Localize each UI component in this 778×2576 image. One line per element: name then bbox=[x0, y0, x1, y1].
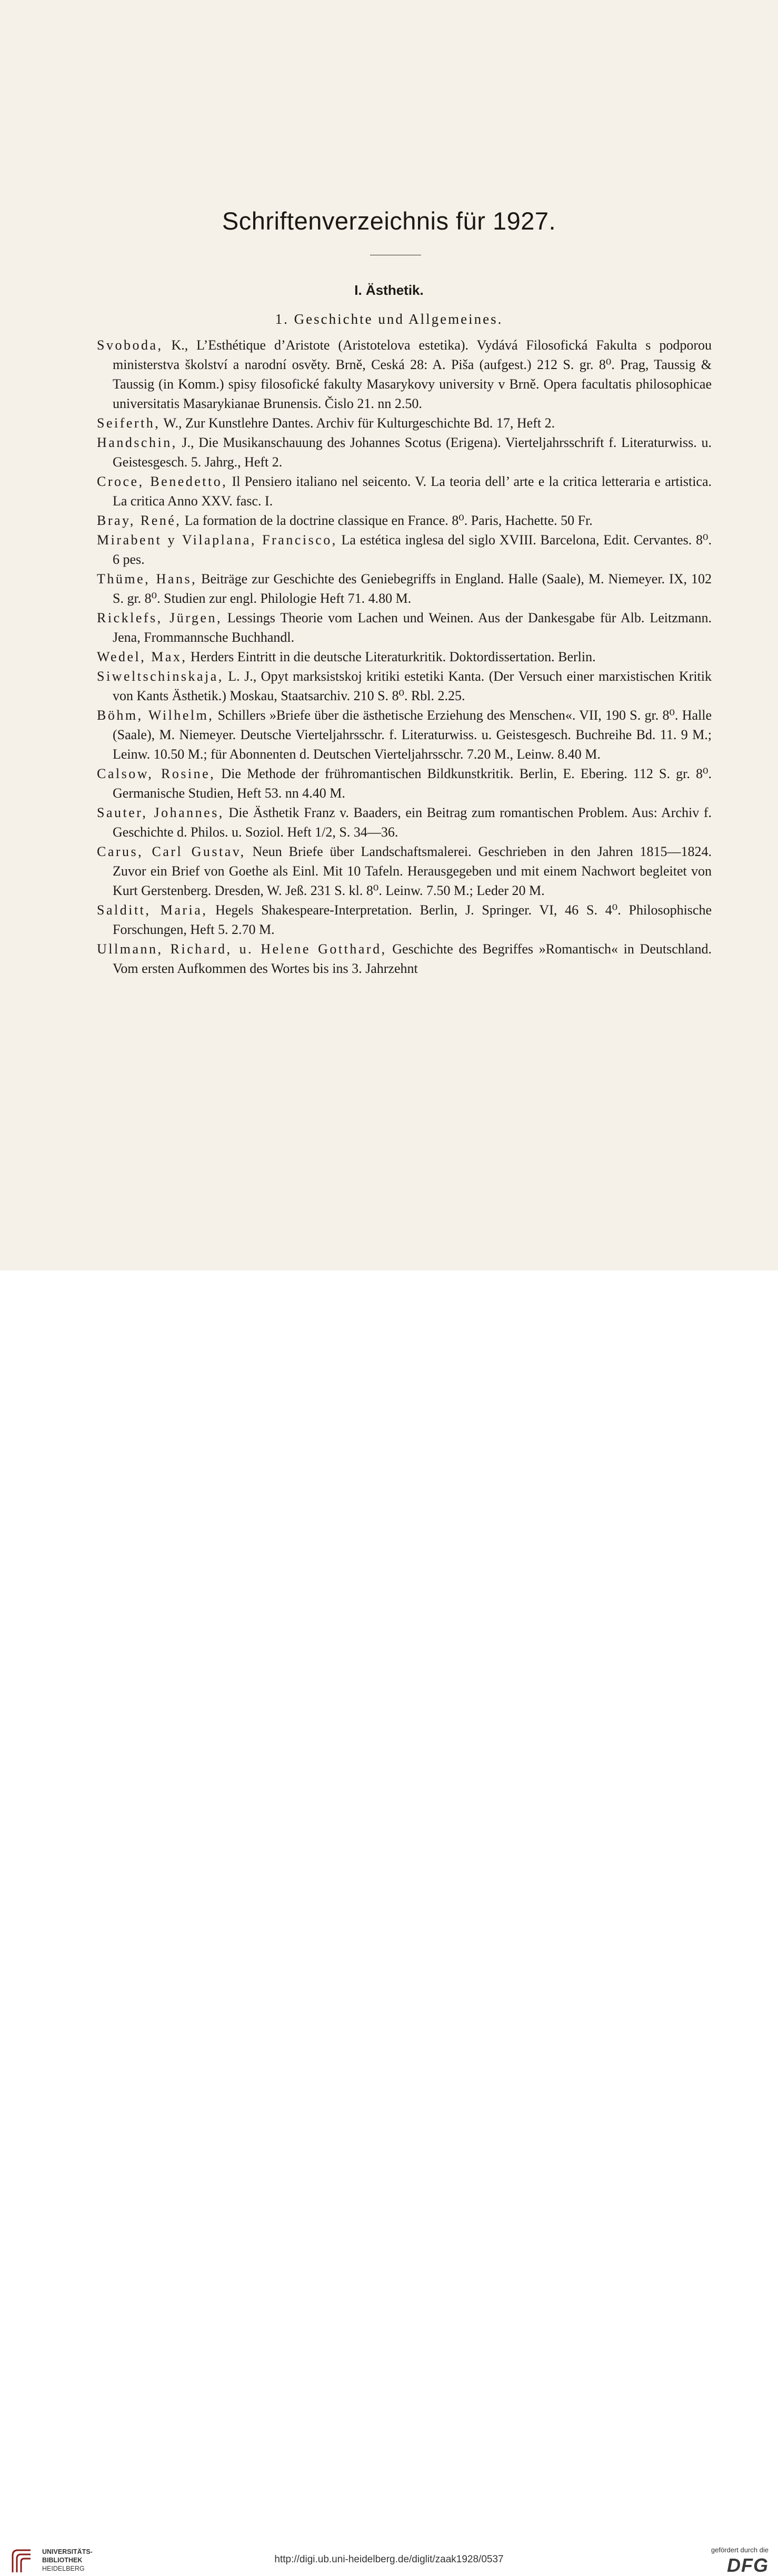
entry-author: Salditt, Maria, bbox=[97, 902, 208, 918]
entry-author: Bray, René, bbox=[97, 513, 182, 528]
page-title: Schriftenverzeichnis für 1927. bbox=[222, 207, 556, 235]
bibliography-entry bbox=[97, 530, 712, 569]
dfg-logo: DFG bbox=[727, 2554, 769, 2576]
entry-author: Handschin, bbox=[97, 435, 177, 450]
subsection-heading: 1. Geschichte und Allgemeines. bbox=[275, 311, 503, 327]
bibliography-entry bbox=[97, 608, 712, 647]
entry-author: Seiferth, bbox=[97, 415, 161, 431]
entry-author: Svoboda, bbox=[97, 337, 163, 353]
bibliography-entry bbox=[97, 647, 712, 667]
entry-text: Die Methode der frühromantischen Bildkunstkritik. Berlin, E. Ebering. 112 S. gr. 8⁰. Germanische Studien, Heft 53. nn 4.40 M. bbox=[113, 766, 712, 801]
library-name-line: UNIVERSITÄTS- bbox=[42, 2548, 93, 2555]
entry-text: Neun Briefe über Landschaftsmalerei. Geschrieben in den Jahren 1815—1824. Zuvor ein Brief von Goethe als Einl. Mit 10 Tafeln. Herausgegeben und mit einem Nachwort begleitet von Kurt Gerstenberg. Dresden, W. Jeß. 231 S. kl. 8⁰. Leinw. 7.50 M.; Leder 20 M. bbox=[113, 844, 712, 898]
entry-text: Herders Eintritt in die deutsche Literaturkritik. Doktordissertation. Berlin. bbox=[187, 649, 596, 664]
entry-author: Siweltschinskaja, bbox=[97, 669, 224, 684]
entry-author: Sauter, Johannes, bbox=[97, 805, 224, 820]
bibliography-entry bbox=[97, 511, 712, 530]
entry-author: Thüme, Hans, bbox=[97, 571, 197, 586]
permalink-url[interactable]: http://digi.ub.uni-heidelberg.de/diglit/zaak1928/0537 bbox=[274, 2554, 504, 2565]
bibliography-entry bbox=[97, 569, 712, 608]
entry-author: Mirabent y Vilaplana, Francisco, bbox=[97, 532, 337, 548]
entry-text: J., Die Musikanschauung des Johannes Scotus (Erigena). Vierteljahrsschrift f. Literaturwiss. u. Geistesgesch. 5. Jahrg., Heft 2. bbox=[113, 435, 712, 470]
bibliography-entry bbox=[97, 939, 712, 978]
entry-author: Carus, Carl Gustav, bbox=[97, 844, 246, 859]
entry-text: Geschichte des Begriffes »Romantisch« in Deutschland. Vom ersten Aufkommen des Wortes bis ins 3. Jahrzehnt bbox=[113, 941, 712, 976]
entry-text: W., Zur Kunstlehre Dantes. Archiv für Kulturgeschichte Bd. 17, Heft 2. bbox=[160, 415, 555, 431]
entry-text: K., L’Esthétique d’Aristote (Aristotelova estetika). Vydává Filosofická Fakulta s podporou ministerstva školství a narodní osvěty. Brně, Ceská 28: A. Piša (aufgest.) 212 S. gr. 8⁰. Prag, Taussig & Taussig (in Komm.) spisy filosofické fakulty Masarykovy university v Brně. Opera facultatis philosophicae universitatis Masarykianae Brunensis. Čislo 21. nn 2.50. bbox=[113, 337, 712, 411]
entry-author: Croce, Benedetto, bbox=[97, 474, 228, 489]
entry-author: Wedel, Max, bbox=[97, 649, 187, 664]
bibliography-entry bbox=[97, 764, 712, 803]
scanned-page bbox=[0, 0, 778, 1270]
entry-author: Ricklefs, Jürgen, bbox=[97, 610, 222, 625]
entry-author: Ullmann, Richard, u. Helene Gotthard, bbox=[97, 941, 387, 957]
entry-author: Calsow, Rosine, bbox=[97, 766, 216, 781]
entry-author: Böhm, Wilhelm, bbox=[97, 708, 214, 723]
bibliography-list bbox=[97, 335, 712, 978]
entry-text: Beiträge zur Geschichte des Geniebegriffs in England. Halle (Saale), M. Niemeyer. IX, 102 S. gr. 8⁰. Studien zur engl. Philologie Heft 71. 4.80 M. bbox=[113, 571, 712, 606]
entry-text: La estética inglesa del siglo XVIII. Barcelona, Edit. Cervantes. 8⁰. 6 pes. bbox=[113, 532, 712, 567]
library-name-line: HEIDELBERG bbox=[42, 2565, 85, 2572]
entry-text: Il Pensiero italiano nel seicento. V. La teoria dell’ arte e la critica letteraria e artistica. La critica Anno XXV. fasc. I. bbox=[113, 474, 712, 509]
bibliography-entry bbox=[97, 803, 712, 842]
bibliography-entry bbox=[97, 335, 712, 413]
bibliography-entry bbox=[97, 472, 712, 511]
bibliography-entry bbox=[97, 900, 712, 939]
funder-caption: gefördert durch die bbox=[711, 2546, 769, 2554]
entry-text: Schillers »Briefe über die ästhetische Erziehung des Menschen«. VII, 190 S. gr. 8⁰. Halle (Saale), M. Niemeyer. Deutsche Vierteljahrsschr. f. Literaturwiss. u. Geistesgesch. Buchreihe Bd. 11. 9 M.; Leinw. 10.50 M.; für Abonnenten d. Deutschen Vierteljahrsschr. 7.20 M., Leinw. 8.40 M. bbox=[113, 708, 712, 762]
entry-text: Lessings Theorie vom Lachen und Weinen. Aus der Dankesgabe für Alb. Leitzmann. Jena, Frommannsche Buchhandl. bbox=[113, 610, 712, 645]
bibliography-entry bbox=[97, 705, 712, 764]
entry-text: Die Ästhetik Franz v. Baaders, ein Beitrag zum romantischen Problem. Aus: Archiv f. Geschichte d. Philos. u. Soziol. Heft 1/2, S. 34—36. bbox=[113, 805, 712, 840]
bibliography-entry bbox=[97, 842, 712, 900]
entry-text: L. J., Opyt marksistskoj kritiki estetiki Kanta. (Der Versuch einer marxistischen Kritik von Kants Ästhetik.) Moskau, Staatsarchiv. 210 S. 8⁰. Rbl. 2.25. bbox=[113, 669, 712, 703]
entry-text: La formation de la doctrine classique en France. 8⁰. Paris, Hachette. 50 Fr. bbox=[181, 513, 593, 528]
bibliography-entry bbox=[97, 667, 712, 705]
bibliography-entry bbox=[97, 413, 712, 433]
bibliography-entry bbox=[97, 433, 712, 472]
section-heading: I. Ästhetik. bbox=[354, 282, 424, 298]
entry-text: Hegels Shakespeare-Interpretation. Berlin, J. Springer. VI, 46 S. 4⁰. Philosophische Forschungen, Heft 5. 2.70 M. bbox=[113, 902, 712, 937]
library-name-line: BIBLIOTHEK bbox=[42, 2557, 83, 2564]
viewer-footer bbox=[0, 1270, 778, 2576]
